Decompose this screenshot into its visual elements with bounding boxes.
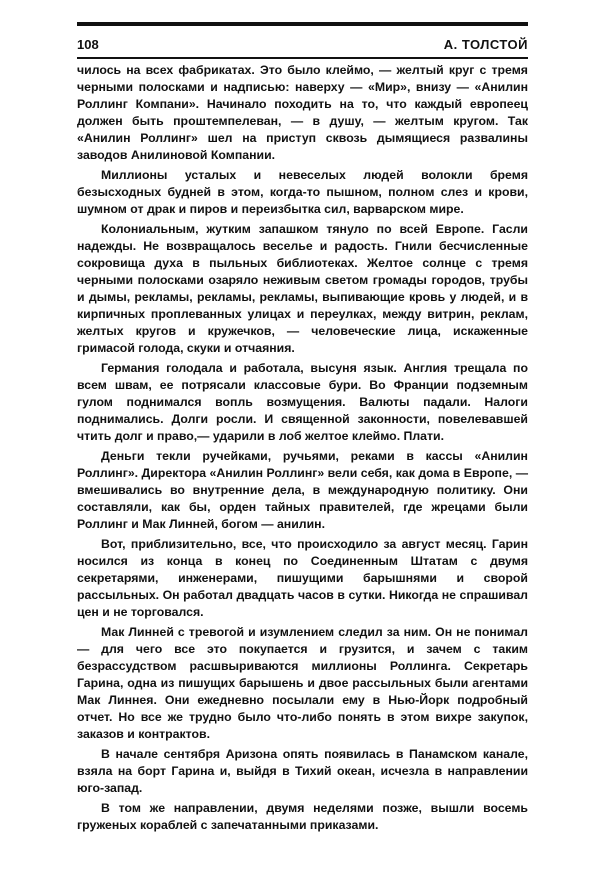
body-text	[77, 62, 528, 837]
running-head: А. ТОЛСТОЙ	[443, 37, 528, 52]
paragraph: В начале сентября Аризона опять появилась в Панамском канале, взяла на борт Гарина и, выйдя в Тихий океан, исчезла в направлении юго-запад.	[77, 747, 528, 795]
paragraph: Деньги текли ручейками, ручьями, реками в кассы «Анилин Роллинг». Директора «Анилин Роллинг» вели себя, как дома в Европе, — вмешивались во внутренние дела, в международную политику. Они составляли, как бы, орден тайных правителей, где жрецами были Роллинг и Мак Линней, богом — анилин.	[77, 449, 528, 531]
paragraph: В том же направлении, двумя неделями позже, вышли восемь груженых кораблей с запечатанными приказами.	[77, 801, 528, 832]
paragraph: Колониальным, жутким запашком тянуло по всей Европе. Гасли надежды. Не возвращалось веселье и радость. Гнили бесчисленные сокровища духа в пыльных библиотеках. Желтое солнце с тремя черными полосками озаряло неживым светом громады городов, трубы и дымы, рекламы, рекламы, рекламы, выпивающие кровь у людей, и в кирпичных проплеванных улицах и переулках, между витрин, реклам, желтых кругов и кружечков, — человеческие лица, искаженные гримасой голода, скуки и отчаяния.	[77, 222, 528, 355]
paragraph: Германия голодала и работала, высуня язык. Англия трещала по всем швам, ее потрясали классовые бури. Во Франции подземным гулом поднимался вопль возмущения. Валюты падали. Налоги поднимались. Долги росли. И священной законности, повелевавшей чтить долг и право,— ударили в лоб желтое клеймо. Плати.	[77, 361, 528, 443]
header-rule-bottom	[77, 57, 528, 59]
paragraph: Мак Линней с тревогой и изумлением следил за ним. Он не понимал — для чего все это покупается и грузится, и зачем с таким безрассудством расшвыриваются миллионы Роллинга. Секретарь Гарина, одна из пишущих барышень и двое рассыльных были агентами Мак Линнея. Они ежедневно посылали ему в Нью-Йорк подробный отчет. Но все же трудно было что-либо понять в этом вихре закупок, заказов и контрактов.	[77, 625, 528, 741]
page-number: 108	[77, 37, 99, 52]
paragraph: Вот, приблизительно, все, что происходило за август месяц. Гарин носился из конца в конец по Соединенным Штатам с двумя секретарями, инженерами, пишущими барышнями и сворой рассыльных. Он работал двадцать часов в сутки. Никогда не спрашивал цен и не торговался.	[77, 537, 528, 619]
header-rule-top	[77, 22, 528, 26]
paragraph: чилось на всех фабрикатах. Это было клеймо, — желтый круг с тремя черными полосками и надписью: наверху — «Мир», внизу — «Анилин Роллинг Компани». Начинало походить на то, что каждый европеец должен быть проштемпелеван, — в душу, — желтым кругом. Так «Анилин Роллинг» шел на приступ сквозь дымящиеся развалины заводов Анилиновой Компании.	[77, 63, 528, 162]
page-header	[77, 37, 528, 55]
paragraph: Миллионы усталых и невеселых людей волокли бремя безысходных будней в этом, когда-то пышном, полном слез и крови, шумном от драк и пиров и переизбытка сил, варварском мире.	[77, 168, 528, 216]
